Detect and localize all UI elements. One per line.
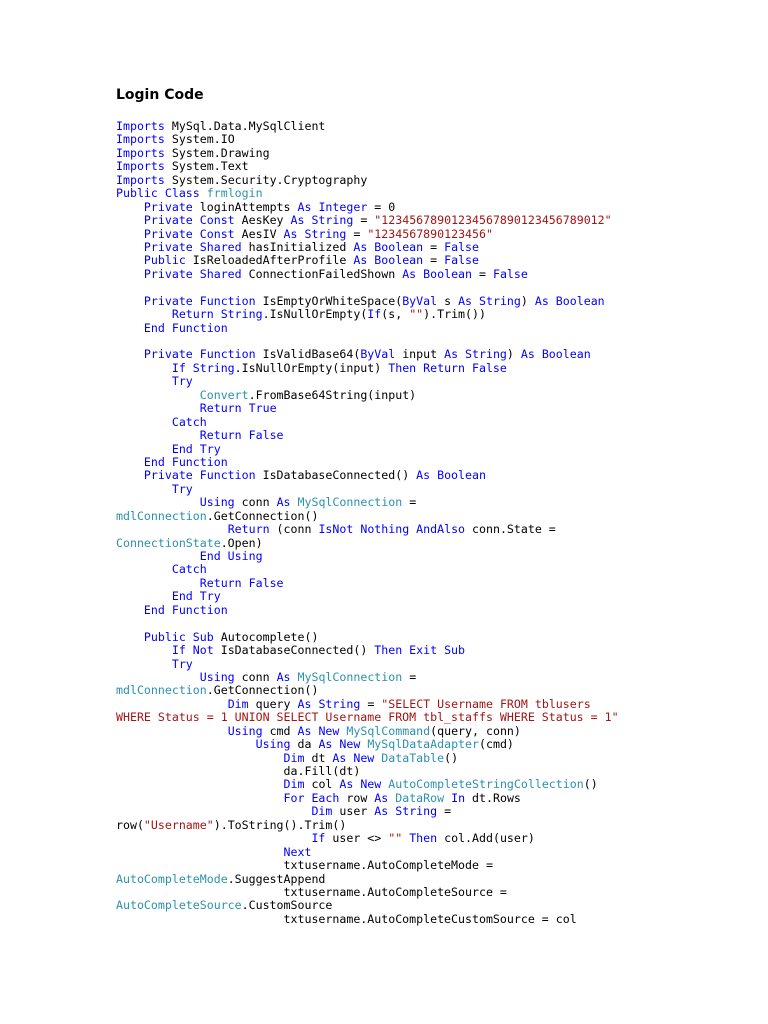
- code-text: (query, conn): [430, 723, 521, 738]
- code-keyword: Imports: [116, 119, 165, 133]
- code-line: [116, 631, 676, 644]
- code-text: s: [437, 293, 459, 308]
- code-type-name: MySqlConnection: [297, 669, 403, 684]
- code-keyword: As Boolean: [416, 468, 486, 483]
- code-keyword: Return True: [199, 401, 277, 416]
- code-text: [200, 186, 207, 200]
- code-block: [116, 120, 676, 926]
- code-text: [116, 347, 144, 361]
- code-keyword: Private Function: [143, 293, 256, 308]
- code-line: [116, 778, 676, 791]
- code-keyword: As Integer: [297, 199, 368, 214]
- code-text: =: [402, 495, 417, 510]
- code-text: .SuggestAppend: [227, 871, 326, 886]
- code-text: [116, 200, 144, 214]
- code-line: [116, 241, 676, 254]
- code-line: [116, 658, 676, 671]
- code-keyword: As: [276, 495, 291, 510]
- code-keyword: End Function: [143, 454, 228, 469]
- code-line: [116, 375, 676, 388]
- code-keyword: False: [492, 266, 528, 281]
- code-keyword: End Try: [171, 441, 221, 456]
- code-keyword: Public Class: [116, 186, 200, 201]
- code-line: [116, 805, 676, 818]
- code-text: =: [402, 669, 417, 684]
- code-text: System.Text: [164, 159, 249, 174]
- code-line: [116, 819, 676, 832]
- code-text: [116, 361, 172, 375]
- code-text: user <>: [325, 831, 389, 846]
- code-line: [116, 873, 676, 886]
- code-keyword: As New: [318, 737, 361, 752]
- code-text: (conn: [269, 522, 319, 537]
- code-keyword: Return False: [199, 428, 284, 443]
- code-line: [116, 859, 676, 872]
- code-keyword: Return: [227, 522, 270, 537]
- code-text: AesKey: [234, 213, 291, 228]
- code-keyword: Using: [199, 495, 235, 510]
- code-type-name: Convert: [199, 387, 249, 402]
- code-text: System.Security.Cryptography: [164, 172, 368, 187]
- code-text: [291, 670, 298, 684]
- code-line: [116, 228, 676, 241]
- code-text: ): [506, 347, 521, 362]
- code-text: [116, 240, 144, 254]
- code-text: IsReloadedAfterProfile: [185, 253, 354, 268]
- code-text: .IsNullOrEmpty(input): [234, 360, 389, 375]
- code-string: WHERE Status = 1 UNION SELECT Username FROM tbl_staffs WHERE Status = 1": [116, 710, 619, 725]
- code-keyword: As String: [458, 293, 521, 308]
- code-text: hasInitialized: [241, 239, 354, 254]
- code-line: [116, 537, 676, 550]
- code-keyword: As: [276, 669, 291, 684]
- code-line: [116, 523, 676, 536]
- code-line: [116, 348, 676, 361]
- code-text: IsValidBase64(: [255, 347, 361, 362]
- code-text: [116, 630, 144, 644]
- code-text: ConnectionFailedShown: [241, 266, 403, 281]
- code-keyword: Catch: [171, 414, 207, 429]
- code-keyword: Using: [255, 737, 291, 752]
- code-text: [116, 428, 200, 442]
- code-text: =: [360, 696, 382, 711]
- code-text: row(: [116, 817, 144, 832]
- code-line: [116, 268, 676, 281]
- code-keyword: As String: [444, 347, 507, 362]
- code-line: [116, 214, 676, 227]
- code-keyword: Using: [227, 723, 263, 738]
- code-text: [116, 267, 144, 281]
- code-text: [116, 482, 172, 496]
- code-text: .GetConnection(): [206, 683, 319, 698]
- code-type-name: DataRow: [395, 790, 445, 805]
- code-line: [116, 752, 676, 765]
- code-keyword: ByVal: [360, 347, 396, 362]
- code-text: MySql.Data.MySqlClient: [164, 119, 326, 133]
- code-text: System.Drawing: [164, 145, 270, 160]
- code-text: [291, 495, 298, 509]
- code-line: [116, 738, 676, 751]
- code-keyword: Return String: [171, 307, 263, 322]
- code-text: IsDatabaseConnected(): [213, 643, 375, 658]
- code-text: .Open): [220, 535, 263, 550]
- code-keyword: End Using: [199, 549, 263, 563]
- code-type-name: mdlConnection: [116, 508, 207, 523]
- code-text: AesIV: [234, 226, 284, 241]
- code-text: [116, 657, 172, 671]
- code-line: [116, 120, 676, 133]
- code-keyword: Then Return False: [388, 360, 507, 375]
- code-keyword: Try: [171, 374, 193, 389]
- code-type-name: MySqlCommand: [346, 723, 431, 738]
- code-line: [116, 443, 676, 456]
- code-line: [116, 899, 676, 912]
- code-text: [116, 495, 200, 509]
- code-keyword: Imports: [116, 145, 165, 160]
- code-line: [116, 133, 676, 146]
- code-keyword: In: [451, 790, 466, 805]
- code-text: ).ToString().Trim(): [213, 817, 347, 832]
- code-keyword: As Boolean: [520, 347, 591, 362]
- code-keyword: Next: [283, 844, 312, 859]
- code-text: [116, 804, 311, 818]
- code-text: (s,: [381, 307, 410, 322]
- code-line: [116, 886, 676, 899]
- code-keyword: As New: [332, 750, 375, 765]
- code-text: col.Add(user): [437, 831, 535, 846]
- code-line: [116, 187, 676, 200]
- code-line: [116, 496, 676, 509]
- code-text: =: [353, 213, 375, 228]
- code-keyword: For Each: [283, 790, 340, 805]
- code-text: conn: [234, 669, 277, 684]
- code-text: [116, 562, 172, 576]
- code-string: "": [388, 831, 403, 846]
- code-keyword: End Function: [143, 320, 228, 335]
- code-line: [116, 577, 676, 590]
- code-text: [116, 737, 256, 751]
- code-text: [116, 831, 311, 845]
- code-text: [116, 227, 144, 241]
- code-text: [116, 442, 172, 456]
- code-keyword: If String: [171, 360, 235, 375]
- code-keyword: Private Const: [143, 213, 235, 228]
- code-text: [116, 670, 200, 684]
- code-text: [116, 213, 144, 227]
- code-line: [116, 913, 676, 926]
- code-line: [116, 201, 676, 214]
- code-line: [116, 617, 676, 630]
- code-line: [116, 160, 676, 173]
- code-text: dt.Rows: [465, 790, 521, 805]
- code-text: [116, 603, 144, 617]
- code-text: input: [395, 347, 445, 362]
- code-text: [116, 589, 172, 603]
- code-line: [116, 389, 676, 402]
- code-type-name: MySqlDataAdapter: [367, 737, 479, 752]
- code-keyword: Using: [199, 669, 235, 684]
- code-text: [116, 415, 172, 429]
- code-text: (): [444, 750, 459, 765]
- code-keyword: Private: [143, 199, 193, 214]
- code-type-name: ConnectionState: [116, 535, 221, 550]
- code-line: [116, 254, 676, 267]
- code-text: .IsNullOrEmpty(: [262, 307, 368, 322]
- code-text: System.IO: [164, 132, 235, 147]
- code-keyword: Try: [171, 481, 193, 496]
- code-keyword: As String: [290, 213, 354, 228]
- code-keyword: As New: [297, 723, 340, 738]
- code-keyword: Try: [171, 656, 193, 671]
- code-line: [116, 416, 676, 429]
- code-text: = 0: [367, 199, 396, 214]
- code-keyword: Private Shared: [143, 239, 242, 254]
- code-text: [116, 374, 172, 388]
- code-text: [116, 697, 228, 711]
- code-text: (): [583, 777, 598, 792]
- code-keyword: Imports: [116, 172, 165, 187]
- code-text: [116, 777, 284, 791]
- code-text: [116, 294, 144, 308]
- code-line: [116, 483, 676, 496]
- code-text: col: [304, 777, 340, 792]
- code-text: dt: [304, 750, 333, 765]
- code-line: [116, 550, 676, 563]
- code-line: [116, 469, 676, 482]
- code-line: [116, 295, 676, 308]
- code-line: [116, 644, 676, 657]
- code-keyword: Public Sub: [143, 629, 214, 644]
- code-line: [116, 711, 676, 724]
- code-text: Autocomplete(): [213, 629, 319, 644]
- code-keyword: Dim: [283, 777, 305, 792]
- code-type-name: DataTable: [381, 750, 445, 765]
- code-keyword: As Boolean: [534, 293, 605, 308]
- code-keyword: Imports: [116, 159, 165, 174]
- code-text: .CustomSource: [241, 898, 333, 913]
- code-line: [116, 322, 676, 335]
- code-line: [116, 792, 676, 805]
- code-text: [116, 401, 200, 415]
- code-type-name: AutoCompleteSource: [116, 898, 242, 913]
- code-text: da: [290, 737, 319, 752]
- code-type-name: MySqlConnection: [297, 495, 403, 510]
- code-keyword: If: [367, 307, 382, 322]
- code-text: ): [520, 293, 535, 308]
- code-keyword: Dim: [227, 696, 249, 711]
- code-keyword: As String: [297, 696, 361, 711]
- code-text: conn: [234, 495, 277, 510]
- code-text: txtusername.AutoCompleteMode =: [116, 858, 493, 873]
- document-title: Login Code: [116, 87, 204, 103]
- code-text: [116, 253, 144, 267]
- code-text: query: [248, 696, 298, 711]
- code-text: =: [346, 226, 368, 241]
- code-text: [116, 576, 200, 590]
- code-text: =: [423, 253, 445, 268]
- code-keyword: As: [374, 790, 389, 805]
- code-string: "": [409, 307, 424, 322]
- code-keyword: Imports: [116, 132, 165, 147]
- code-keyword: As Boolean: [353, 253, 424, 268]
- code-line: [116, 698, 676, 711]
- code-text: =: [423, 239, 445, 254]
- code-keyword: Then Exit Sub: [374, 643, 466, 658]
- code-line: [116, 765, 676, 778]
- code-keyword: Private Const: [143, 226, 235, 241]
- code-keyword: Private Function: [143, 468, 256, 483]
- code-keyword: If Not: [171, 643, 214, 658]
- code-keyword: IsNot Nothing AndAlso: [318, 522, 466, 537]
- code-text: txtusername.AutoCompleteSource =: [116, 884, 507, 899]
- code-keyword: False: [444, 239, 480, 254]
- code-string: "1234567890123456": [367, 226, 493, 241]
- code-keyword: Dim: [283, 750, 305, 765]
- code-text: loginAttempts: [192, 199, 298, 214]
- code-type-name: frmlogin: [206, 186, 263, 201]
- code-keyword: End Try: [171, 589, 221, 604]
- code-line: [116, 725, 676, 738]
- code-keyword: As String: [283, 226, 347, 241]
- code-text: [116, 388, 200, 402]
- code-line: [116, 684, 676, 697]
- code-line: [116, 308, 676, 321]
- code-text: [116, 845, 284, 859]
- code-keyword: Dim: [311, 804, 333, 819]
- code-text: [116, 643, 172, 657]
- code-line: [116, 429, 676, 442]
- code-string: "SELECT Username FROM tblusers: [381, 696, 591, 711]
- code-line: [116, 510, 676, 523]
- code-text: (cmd): [479, 737, 514, 752]
- code-keyword: Catch: [171, 562, 207, 577]
- code-keyword: Public: [143, 253, 186, 268]
- code-keyword: False: [444, 253, 480, 268]
- code-keyword: Private Function: [143, 347, 256, 362]
- code-text: [116, 751, 284, 765]
- code-string: "12345678901234567890123456789012": [374, 213, 612, 228]
- code-text: [116, 522, 228, 536]
- code-text: [116, 307, 172, 321]
- code-text: .FromBase64String(input): [248, 387, 417, 402]
- code-line: [116, 590, 676, 603]
- code-text: IsDatabaseConnected(): [255, 468, 417, 483]
- code-text: [116, 791, 284, 805]
- code-line: [116, 174, 676, 187]
- code-string: "Username": [143, 817, 214, 832]
- code-keyword: Then: [409, 831, 438, 846]
- code-text: da.Fill(dt): [116, 764, 361, 778]
- code-keyword: ByVal: [402, 293, 438, 308]
- code-type-name: mdlConnection: [116, 683, 207, 698]
- code-keyword: Return False: [199, 575, 284, 590]
- code-keyword: As Boolean: [402, 266, 473, 281]
- code-line: [116, 456, 676, 469]
- code-text: =: [437, 804, 452, 819]
- code-line: [116, 335, 676, 348]
- code-line: [116, 671, 676, 684]
- code-text: conn.State =: [465, 522, 556, 537]
- code-text: [116, 321, 144, 335]
- code-line: [116, 362, 676, 375]
- code-text: user: [332, 804, 375, 819]
- code-text: [116, 455, 144, 469]
- code-keyword: As String: [374, 804, 438, 819]
- code-keyword: As New: [339, 777, 382, 792]
- code-text: [116, 468, 144, 482]
- code-line: [116, 604, 676, 617]
- code-line: [116, 563, 676, 576]
- code-line: [116, 402, 676, 415]
- code-keyword: Private Shared: [143, 266, 242, 281]
- code-line: [116, 147, 676, 160]
- code-text: [116, 549, 200, 563]
- code-keyword: As Boolean: [353, 239, 424, 254]
- code-keyword: End Function: [143, 602, 228, 617]
- code-text: .GetConnection(): [206, 508, 319, 523]
- code-type-name: AutoCompleteStringCollection: [388, 777, 584, 792]
- code-keyword: If: [311, 831, 326, 846]
- code-type-name: AutoCompleteMode: [116, 871, 228, 886]
- code-text: ).Trim()): [423, 307, 486, 322]
- code-text: cmd: [262, 723, 298, 738]
- code-text: txtusername.AutoCompleteCustomSource = col: [116, 911, 577, 926]
- code-text: =: [472, 266, 493, 281]
- code-line: [116, 846, 676, 859]
- code-text: row: [339, 790, 375, 805]
- code-text: [116, 724, 228, 738]
- code-line: [116, 281, 676, 294]
- code-text: IsEmptyOrWhiteSpace(: [255, 293, 403, 308]
- code-line: [116, 832, 676, 845]
